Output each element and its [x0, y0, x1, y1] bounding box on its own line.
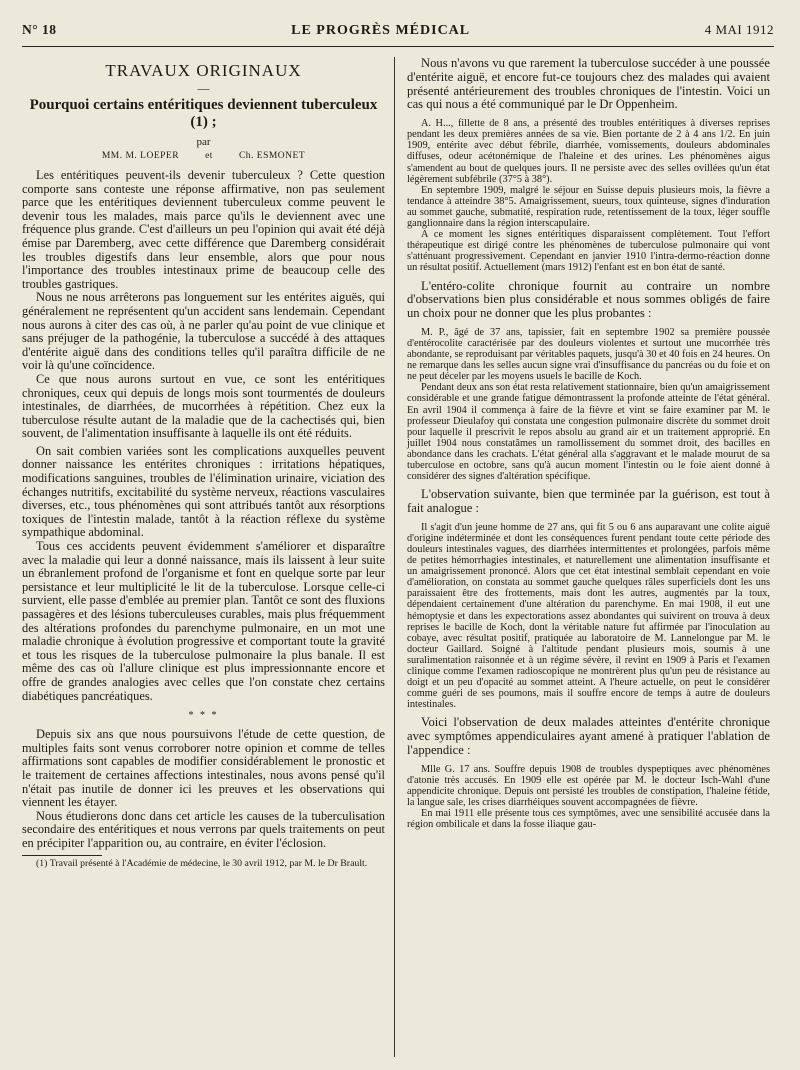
title-dash: —	[197, 81, 210, 95]
article-title: Pourquoi certains entéritiques deviennent tuberculeux (1) ;	[29, 97, 378, 130]
section-title: TRAVAUX ORIGINAUX	[105, 61, 302, 80]
paragraph: Ce que nous aurons surtout en vue, ce sont les entéritiques chroniques, ceux qui depuis de longs mois sont tourmentés de douleurs intestinales, de diarrhées, de mucorrhées à répétition. Chez eux la tuberculose résulte autant de la maladie que de la cachectisés qui, bien souvent, de l'alimentation insuffisante à laquelle ils ont été réduits.	[22, 371, 385, 441]
section-break-stars: * * *	[188, 710, 219, 722]
paragraph: Nous ne nous arrêterons pas longuement sur les entérites aiguës, qui généralement ne représentent qu'un accident sans lendemain. Cependant nous aurons à citer des cas où, à ne parler qu'au point de vue clinique et sans préjuger de la pathogénie, la tuberculose a succédé à des attaques d'entérite aiguë dans des conditions telles qu'il paraîtra difficile de ne voir là qu'une coïncidence.	[22, 290, 385, 373]
paragraph: On sait combien variées sont les complications auxquelles peuvent donner naissance les entérites chroniques : irritations hépatiques, modifications sanguines, troubles de l'élimination urinaire, viciation des échanges nutritifs, excitabilité du système nerveux, réactions vasculaires diverses, etc., tous phénomènes qui sont attribués tantôt aux résorptions toxiques de l'intestin malade, tantôt à la réaction réflexe du système sympathique abdominal.	[22, 443, 385, 540]
author-esmonet: Ch. ESMONET	[238, 151, 306, 161]
issue-date: 4 MAI 1912	[704, 22, 774, 37]
authors-line	[22, 149, 385, 163]
paragraph: Les entéritiques peuvent-ils devenir tuberculeux ? Cette question comporte sans conteste une réponse affirmative, non pas seulement parce que les entéritiques deviennent tuberculeux comme peuvent le devenir tous les malades, mais parce qu'ils le deviennent avec une fréquence plus grande. C'est d'ailleurs un peu l'opinion qui avait été déjà émise par Daremberg, avec cette différence que Daremberg considérait les troubles digestifs dans leur ensemble, alors que pour nous l'importance des troubles intestinaux prime de beaucoup celle des troubles gastriques.	[22, 168, 385, 291]
observation-text: A. H..., fillette de 8 ans, a présenté des troubles entéritiques à diverses reprises pendant les deux premières années de sa vie. Bien portante de 2 à 4 ans 1/2. En juin 1909, entérite avec début fébrile, diarrhée, vomissements, douleurs abdominales diffuses, odeur acétonémique de l'haleine et des urines. Les phénomènes aigus s'amendent au bout de quelques jours. Il ne persiste avec des selles ovillées qu'un état légèrement subfébrile (37°5 à 38°).	[407, 118, 770, 185]
text-columns	[22, 57, 774, 869]
observation-text: Il s'agit d'un jeune homme de 27 ans, qui fit 5 ou 6 ans auparavant une colite aiguë d'origine indéterminée et dont les conséquences furent pendant toute cette période des douleurs intestinales vagues, des diarrhées intermittentes et prolongées, parfois même de petites hémorrhagies intestinales, et naturellement une alimentation insuffisante et un amaigrissement prononcé. Alors que cet état intestinal semblait cependant en voie d'amélioration, on constata au sommet gauche quelques râles superficiels dont les uns paraissaient être des frottements, mais dont les autres, augmentés par la toux, dépendaient certainement d'une altération du parenchyme. En mai 1908, il eut une hémoptysie et dans les expectorations assez abondantes qui suivirent on trouva à deux reprises le bacille de Koch, dont la véritable nature fut affirmée par l'inoculation au cobaye, avec résultat positif, pratiquée au laboratoire de M. Lannelongue par M. le docteur Gaillard. Soigné à l'altitude pendant plusieurs mois, soumis à une suralimentation raisonnée et à un régime sévère, il revint en 1909 à Paris et l'examen clinique comme l'examen radioscopique ne montrèrent plus qu'un peu de résistance au doigt et un peu d'opacité au sommet atteint. A l'heure actuelle, on peut le considérer comme guéri de ses poumons, mais il souffre encore de temps à autre de douleurs intestinales.	[407, 521, 770, 711]
byline-par: par	[196, 136, 211, 148]
issue-number: N° 18	[22, 22, 57, 37]
paragraph: Nous n'avons vu que rarement la tuberculose succéder à une poussée d'entérite aiguë, et encore fut-ce toujours chez des malades qui avaient présenté antérieurement des troubles chroniques de l'intestin. Voici un cas qui nous a été communiqué par le Dr Oppenheim.	[407, 56, 770, 112]
paragraph: Tous ces accidents peuvent évidemment s'améliorer et disparaître avec la maladie qui leur a donné naissance, mais ils laissent à leur suite un ébranlement profond de l'organisme et font en quelque sorte par leur persistance et leur multiplicité le lit de la tuberculose. Lorsque celle-ci survient, elle passe d'emblée au premier plan. Tantôt ce sont des fluxions passagères et des lésions tuberculeuses curables, mais plus fréquemment des altérations profondes du parenchyme pulmonaire, en un mot une maladie chronique à évolution progressive et comportant toute la gravité et tous les risques de la tuberculose pulmonaire la plus banale. Il est même des cas où l'allure clinique est plus impressionnante encore et offre de grandes analogies avec celles que l'on constate chez certains diabétiques pancréatiques.	[22, 539, 385, 703]
observation-text: En septembre 1909, malgré le séjour en Suisse depuis plusieurs mois, la fièvre a tendance à atteindre 38°5. Amaigrissement, sueurs, toux quinteuse, signes d'induration au sommet gauche, submatité, respiration rude, retentissement de la toux, léger souffle ganglionnaire dans la région interscapulaire.	[407, 184, 770, 230]
observation-text: Mlle G. 17 ans. Souffre depuis 1908 de troubles dyspeptiques avec phénomènes d'atonie très accusés. En 1909 elle est opérée par M. le docteur Isch-Wahl d'une appendicite chronique. Depuis ont persisté les troubles de constipation, l'haleine fétide, la langue sale, les crises diarrhéiques souvent accompagnées de fièvre.	[407, 763, 770, 809]
observation-text: M. P., âgé de 37 ans, tapissier, fait en septembre 1902 sa première poussée d'entérocolite caractérisée par des douleurs violentes et surtout une mucorrhée très abondante, se reproduisant par véritables paquets, jusqu'à 30 et 40 fois en 24 heures. On ne remarque dans les selles aucun signe vrai d'insuffisance du pancréas ou du foie et on ne peut déceler par les moyens usuels le bacille de Koch.	[407, 326, 770, 383]
paragraph: Voici l'observation de deux malades atteintes d'entérite chronique avec symptômes appendiculaires ayant amené à pratiquer l'ablation de l'appendice :	[407, 715, 770, 757]
page-header	[22, 22, 774, 47]
paragraph: L'observation suivante, bien que terminée par la guérison, est tout à fait analogue :	[407, 487, 770, 515]
author-conjunction: et	[205, 151, 213, 161]
journal-title: LE PROGRÈS MÉDICAL	[291, 23, 471, 38]
observation-text: A ce moment les signes entéritiques disparaissent complètement. Tout l'effort thérapeutique est dirigé contre les phénomènes de tuberculose pulmonaire qui vont s'atténuant progressivement. Cependant en janvier 1910 l'intra-dermo-réaction donne un résultat positif. Actuellement (mars 1912) l'enfant est en bon état de santé.	[407, 229, 770, 274]
footnote: (1) Travail présenté à l'Académie de médecine, le 30 avril 1912, par M. le Dr Brault.	[36, 857, 368, 869]
left-column	[22, 57, 385, 869]
column-divider	[394, 57, 395, 1057]
paragraph: Nous étudierons donc dans cet article les causes de la tuberculisation secondaire des entéritiques et nous verrons par quels traitements on peut en précipiter l'apparition ou, au contraire, en éviter l'éclosion.	[22, 808, 385, 850]
observation-text: Pendant deux ans son état resta relativement stationnaire, bien qu'un amaigrissement considérable et une grande fatigue démontrassent la profonde atteinte de l'état général. En avril 1904 il commença à faire de la fièvre et vint se faire examiner par M. le professeur Dieulafoy qui constata une congestion pulmonaire discrète du sommet droit pour laquelle il prescrivit le repos absolu au grand air et un traitement approprié. En juillet 1904 nous constatâmes un ramollissement du sommet droit, des bacilles en abondance dans les crachats. L'état général alla s'aggravant et le malade mourut de sa tuberculose en octobre, sans qu'à aucun moment l'intestin ou le foie aient donné à considérer des signes d'altération spécifique.	[407, 382, 770, 483]
footnote-rule	[22, 855, 102, 856]
observation-text: En mai 1911 elle présente tous ces symptômes, avec une sensibilité accusée dans la région ombilicale et dans la fosse iliaque gau-	[407, 808, 770, 831]
author-loeper: MM. M. LOEPER	[101, 151, 180, 161]
right-column	[407, 57, 770, 869]
paragraph: Depuis six ans que nous poursuivons l'étude de cette question, de multiples faits sont venus corroborer notre opinion et comme de telles affirmations sont capables de modifier considérablement le pronostic et le traitement de certaines affections intestinales, nous avons pensé qu'il n'était pas inutile de donner ici les preuves et les observations qui viennent les étayer.	[22, 727, 385, 810]
paragraph: L'entéro-colite chronique fournit au contraire un nombre d'observations bien plus considérable et nous sommes obligés de faire un choix pour ne donner que les plus probantes :	[407, 278, 770, 321]
